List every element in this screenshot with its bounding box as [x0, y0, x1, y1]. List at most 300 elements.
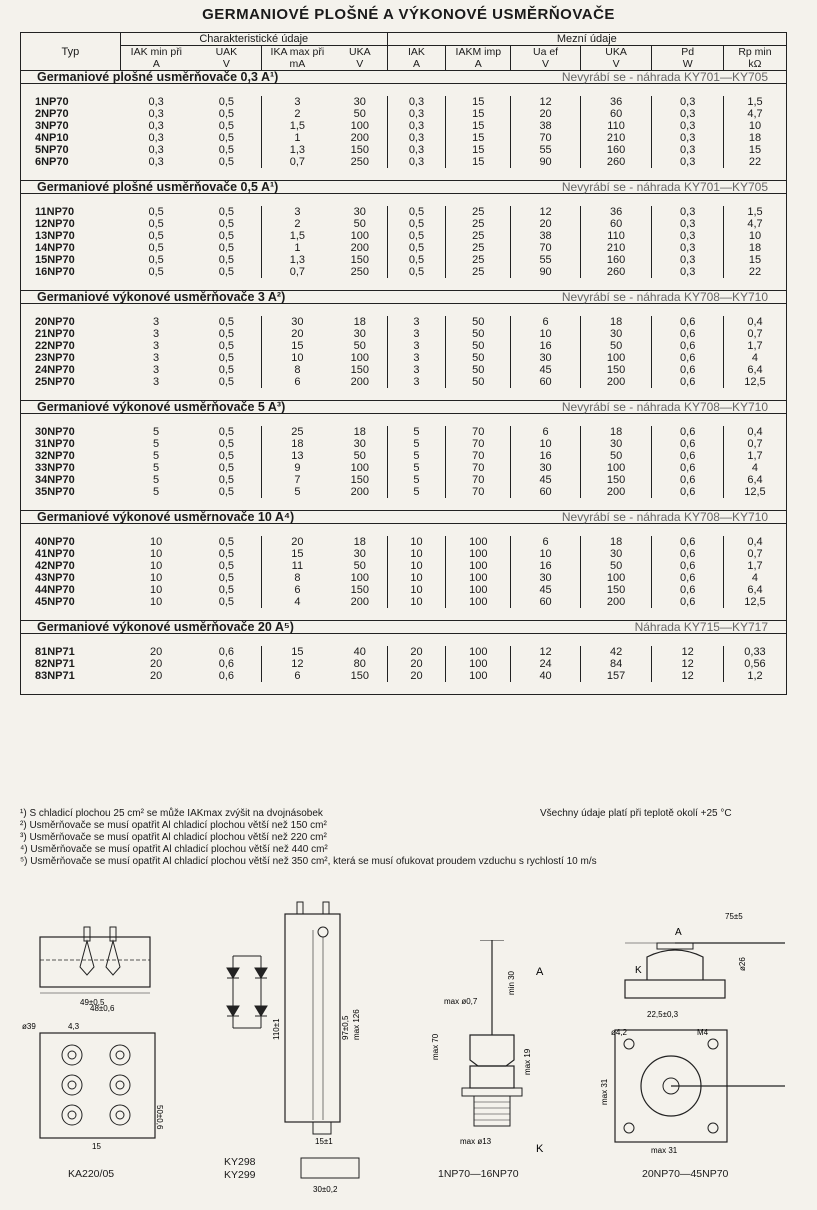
value-cell: 150	[333, 254, 387, 266]
value-cell: 18	[580, 536, 652, 548]
value-cell: 0,5	[148, 254, 164, 266]
value-cell: 5	[387, 450, 446, 462]
value-cell: 100	[446, 536, 511, 548]
footnote: ⁴) Usměrňovače se musí opatřit Al chladicí plochou větší než 440 cm²	[20, 844, 328, 855]
value-cell: 210	[580, 132, 652, 144]
table-row	[21, 376, 787, 388]
temperature-note: Všechny údaje platí při teplotě okolí +25 °C	[540, 808, 732, 819]
value-cell: 0,5	[192, 536, 261, 548]
value-cell: 0,3	[652, 132, 724, 144]
table-row	[21, 670, 787, 682]
value-cell: 0,6	[652, 572, 724, 584]
value-cell: 2	[294, 218, 301, 230]
section-title: Germaniové výkonové usměrňovače 20 A⁵)	[21, 621, 446, 634]
value-cell: 150	[333, 584, 387, 596]
column-header: IAK min při	[130, 46, 183, 58]
f1-dim-height: 50±0,6	[155, 1105, 164, 1130]
footnote: ³) Usměrňovače se musí opatřit Al chladicí plochou větší než 220 cm²	[20, 832, 327, 843]
value-cell: 0,5	[192, 486, 261, 498]
value-cell: 200	[333, 376, 387, 388]
value-cell: 4	[751, 462, 759, 474]
value-cell: 0,3	[148, 96, 164, 108]
table-row	[21, 560, 787, 572]
value-cell: 10	[149, 596, 163, 608]
type-cell: 2NP70	[35, 108, 69, 120]
unit-header: A	[446, 58, 511, 71]
table-row	[21, 426, 787, 438]
value-cell: 3	[153, 340, 160, 352]
value-cell: 18	[580, 426, 652, 438]
value-cell: 50	[446, 352, 511, 364]
value-cell: 100	[333, 120, 387, 132]
value-cell: 20	[511, 108, 580, 120]
value-cell: 16	[511, 560, 580, 572]
f2-dim-body: 110±1	[272, 1018, 281, 1040]
value-cell: 1,7	[747, 340, 763, 352]
value-cell: 6,4	[747, 584, 763, 596]
value-cell: 6,4	[747, 474, 763, 486]
value-cell: 15	[446, 156, 511, 168]
value-cell: 0,7	[747, 438, 763, 450]
value-cell: 110	[580, 230, 652, 242]
section-note: Nevyrábí se - náhrada KY708—KY710	[446, 401, 787, 414]
value-cell: 0,3	[652, 108, 724, 120]
type-cell: 83NP71	[35, 670, 75, 682]
table-row	[21, 316, 787, 328]
type-cell: 25NP70	[35, 376, 75, 388]
header-typ: Typ	[21, 33, 121, 71]
value-cell: 100	[446, 658, 511, 670]
value-cell: 100	[333, 572, 387, 584]
value-cell: 20	[387, 658, 446, 670]
value-cell: 0,5	[192, 438, 261, 450]
value-cell: 25	[446, 242, 511, 254]
value-cell: 4,7	[747, 218, 763, 230]
value-cell: 5	[387, 462, 446, 474]
section-note: Nevyrábí se - náhrada KY708—KY710	[446, 511, 787, 524]
value-cell: 0,3	[148, 132, 164, 144]
section-gap	[21, 634, 787, 647]
value-cell: 0,3	[387, 132, 446, 144]
table-header-column-row	[21, 46, 787, 59]
f3-caption: 1NP70—16NP70	[438, 1168, 519, 1180]
value-cell: 16	[511, 450, 580, 462]
value-cell: 0,3	[652, 266, 724, 278]
value-cell: 0,5	[192, 218, 261, 230]
column-header: IKA max při	[270, 46, 325, 58]
value-cell: 5	[153, 474, 160, 486]
f2-caption-b: KY299	[224, 1169, 256, 1181]
f4-dim-dia: ø26	[738, 957, 747, 971]
value-cell: 10	[149, 572, 163, 584]
type-cell: 13NP70	[35, 230, 75, 242]
value-cell: 0,6	[652, 316, 724, 328]
value-cell: 150	[580, 364, 652, 376]
figure-ky298	[215, 890, 365, 1200]
value-cell: 100	[446, 670, 511, 682]
section-note: Náhrada KY715—KY717	[446, 621, 787, 634]
f4-dim-width: max 31	[651, 1146, 678, 1155]
value-cell: 10	[149, 560, 163, 572]
value-cell: 12,5	[744, 596, 766, 608]
table-row	[21, 486, 787, 498]
value-cell: 1,5	[289, 230, 306, 242]
value-cell: 90	[511, 156, 580, 168]
value-cell: 0,3	[148, 120, 164, 132]
header-limits: Mezní údaje	[387, 33, 786, 46]
section-title: Germaniové plošné usměrňovače 0,5 A¹)	[21, 181, 446, 194]
value-cell: 60	[580, 108, 652, 120]
value-cell: 100	[580, 462, 652, 474]
value-cell: 10	[511, 438, 580, 450]
value-cell: 0,6	[652, 426, 724, 438]
value-cell: 0,6	[652, 352, 724, 364]
value-cell: 10	[387, 596, 446, 608]
type-cell: 23NP70	[35, 352, 75, 364]
f1-dim-bottom: 15	[92, 1142, 101, 1151]
value-cell: 0,5	[192, 266, 261, 278]
value-cell: 0,6	[652, 462, 724, 474]
value-cell: 25	[446, 230, 511, 242]
value-cell: 0,33	[744, 646, 766, 658]
table-row	[21, 548, 787, 560]
value-cell: 30	[580, 438, 652, 450]
value-cell: 200	[580, 486, 652, 498]
column-header: IAKM imp	[446, 46, 511, 59]
value-cell: 10	[748, 120, 762, 132]
value-cell: 55	[511, 254, 580, 266]
value-cell: 60	[511, 486, 580, 498]
value-cell: 1,3	[289, 254, 306, 266]
value-cell: 150	[333, 144, 387, 156]
table-row	[21, 658, 787, 670]
value-cell: 3	[153, 328, 160, 340]
value-cell: 100	[333, 462, 387, 474]
value-cell: 0,6	[652, 450, 724, 462]
value-cell: 18	[748, 132, 762, 144]
table-row	[21, 364, 787, 376]
f1-dim-small: 4,3	[68, 1022, 80, 1031]
value-cell: 0,7	[747, 328, 763, 340]
value-cell: 12	[511, 646, 580, 658]
type-cell: 81NP71	[35, 646, 75, 658]
value-cell: 0,5	[192, 474, 261, 486]
value-cell: 24	[511, 658, 580, 670]
value-cell: 200	[580, 596, 652, 608]
value-cell: 5	[387, 438, 446, 450]
table-row	[21, 254, 787, 266]
unit-header: V	[192, 58, 261, 71]
value-cell: 4	[751, 572, 759, 584]
table-row	[21, 156, 787, 168]
value-cell: 3	[387, 376, 446, 388]
footnote: ¹) S chladicí plochou 25 cm² se může IAKmax zvýšit na dvojnásobek	[20, 808, 323, 819]
value-cell: 30	[580, 328, 652, 340]
value-cell: 0,5	[192, 560, 261, 572]
value-cell: 9	[294, 462, 301, 474]
value-cell: 10	[748, 230, 762, 242]
f3-dim-body: max 19	[523, 1048, 532, 1075]
value-cell: 70	[446, 438, 511, 450]
value-cell: 0,5	[148, 218, 164, 230]
value-cell: 42	[580, 646, 652, 658]
value-cell: 0,3	[652, 206, 724, 218]
value-cell: 70	[446, 486, 511, 498]
column-header: UKA	[333, 46, 387, 59]
value-cell: 70	[446, 450, 511, 462]
value-cell: 0,6	[652, 584, 724, 596]
value-cell: 12	[511, 206, 580, 218]
value-cell: 15	[291, 548, 304, 560]
table-row	[21, 572, 787, 584]
section-note: Nevyrábí se - náhrada KY708—KY710	[446, 291, 787, 304]
section-gap	[21, 682, 787, 695]
table-body	[21, 33, 787, 695]
unit-header: V	[333, 58, 387, 71]
value-cell: 0,4	[747, 536, 763, 548]
value-cell: 12,5	[744, 376, 766, 388]
table-row	[21, 450, 787, 462]
f4-dim-hole: ø4,2	[611, 1028, 628, 1037]
f4-anode: A	[675, 927, 682, 938]
f3-anode: A	[536, 966, 544, 978]
f4-dim-height: max 31	[600, 1078, 609, 1105]
value-cell: 0,6	[652, 486, 724, 498]
value-cell: 40	[511, 670, 580, 682]
value-cell: 50	[446, 340, 511, 352]
value-cell: 2	[294, 108, 301, 120]
value-cell: 5	[387, 486, 446, 498]
table-row	[21, 108, 787, 120]
value-cell: 70	[511, 132, 580, 144]
value-cell: 1	[294, 132, 301, 144]
value-cell: 0,5	[387, 254, 446, 266]
value-cell: 0,3	[387, 156, 446, 168]
value-cell: 150	[333, 670, 387, 682]
value-cell: 0,5	[192, 572, 261, 584]
value-cell: 10	[149, 536, 163, 548]
f4-caption: 20NP70—45NP70	[642, 1168, 729, 1180]
table-row	[21, 462, 787, 474]
value-cell: 0,5	[192, 548, 261, 560]
value-cell: 22	[748, 156, 762, 168]
value-cell: 50	[333, 218, 387, 230]
value-cell: 1,5	[747, 96, 763, 108]
type-cell: 82NP71	[35, 658, 75, 670]
table-row	[21, 352, 787, 364]
value-cell: 5	[387, 474, 446, 486]
value-cell: 12	[652, 646, 724, 658]
value-cell: 0,5	[192, 596, 261, 608]
section-header	[21, 511, 787, 524]
header-characteristics: Charakteristické údaje	[120, 33, 387, 46]
value-cell: 0,6	[652, 328, 724, 340]
section-gap	[21, 194, 787, 207]
unit-header: mA	[289, 58, 306, 70]
value-cell: 50	[333, 340, 387, 352]
value-cell: 100	[580, 572, 652, 584]
value-cell: 1,5	[747, 206, 763, 218]
value-cell: 0,5	[192, 242, 261, 254]
value-cell: 0,3	[652, 230, 724, 242]
value-cell: 250	[333, 156, 387, 168]
column-header: Pd	[652, 46, 724, 59]
value-cell: 100	[333, 352, 387, 364]
value-cell: 15	[446, 96, 511, 108]
value-cell: 12,5	[744, 486, 766, 498]
section-header	[21, 291, 787, 304]
table-row	[21, 120, 787, 132]
value-cell: 0,4	[747, 426, 763, 438]
value-cell: 3	[153, 364, 160, 376]
value-cell: 30	[333, 548, 387, 560]
value-cell: 0,5	[192, 364, 261, 376]
value-cell: 0,7	[747, 548, 763, 560]
value-cell: 15	[748, 144, 762, 156]
value-cell: 150	[580, 474, 652, 486]
unit-header: V	[511, 58, 580, 71]
f3-cathode: K	[536, 1143, 544, 1155]
value-cell: 55	[511, 144, 580, 156]
section-gap	[21, 388, 787, 401]
f1-caption: KA220/05	[68, 1168, 115, 1180]
type-cell: 41NP70	[35, 548, 75, 560]
value-cell: 15	[446, 144, 511, 156]
section-gap	[21, 168, 787, 181]
value-cell: 11	[291, 560, 304, 572]
value-cell: 0,3	[652, 144, 724, 156]
f3-dim-wire: max ø0,7	[444, 997, 478, 1006]
footnotes	[20, 808, 597, 868]
value-cell: 100	[446, 584, 511, 596]
value-cell: 0,3	[148, 108, 164, 120]
footnote: ²) Usměrňovače se musí opatřit Al chladicí plochou větší než 150 cm²	[20, 820, 327, 831]
value-cell: 0,5	[192, 132, 261, 144]
value-cell: 20	[149, 658, 163, 670]
f2-caption-a: KY298	[224, 1156, 256, 1168]
unit-header: kΩ	[748, 58, 762, 70]
value-cell: 15	[748, 254, 762, 266]
value-cell: 0,5	[387, 218, 446, 230]
section-gap	[21, 304, 787, 317]
value-cell: 18	[580, 316, 652, 328]
value-cell: 200	[333, 242, 387, 254]
type-cell: 22NP70	[35, 340, 75, 352]
value-cell: 0,3	[652, 218, 724, 230]
value-cell: 12	[652, 658, 724, 670]
value-cell: 80	[333, 658, 387, 670]
value-cell: 5	[153, 438, 160, 450]
value-cell: 3	[387, 328, 446, 340]
value-cell: 160	[580, 144, 652, 156]
value-cell: 8	[294, 572, 301, 584]
value-cell: 160	[580, 254, 652, 266]
type-cell: 24NP70	[35, 364, 75, 376]
value-cell: 50	[580, 450, 652, 462]
column-header: IAK	[387, 46, 446, 59]
value-cell: 20	[291, 536, 304, 548]
value-cell: 3	[387, 316, 446, 328]
type-cell: 1NP70	[35, 96, 69, 108]
value-cell: 0,5	[148, 242, 164, 254]
table-row	[21, 144, 787, 156]
type-cell: 20NP70	[35, 316, 75, 328]
f4-dim-thread: M4	[697, 1028, 709, 1037]
value-cell: 0,5	[192, 426, 261, 438]
value-cell: 1	[294, 242, 301, 254]
table-row	[21, 536, 787, 548]
value-cell: 5	[153, 462, 160, 474]
value-cell: 3	[294, 206, 301, 218]
value-cell: 100	[580, 352, 652, 364]
f4-dim-lead: 75±5	[725, 912, 743, 921]
table-row	[21, 230, 787, 242]
value-cell: 36	[580, 96, 652, 108]
value-cell: 0,6	[652, 536, 724, 548]
figure-20np70	[595, 905, 795, 1155]
section-title: Germaniové výkonové usměrňovače 3 A²)	[21, 291, 446, 304]
value-cell: 100	[446, 596, 511, 608]
value-cell: 0,6	[652, 596, 724, 608]
value-cell: 5	[387, 426, 446, 438]
section-gap	[21, 608, 787, 621]
value-cell: 38	[511, 230, 580, 242]
value-cell: 4	[294, 596, 301, 608]
value-cell: 0,5	[387, 206, 446, 218]
value-cell: 0,5	[192, 376, 261, 388]
value-cell: 260	[580, 156, 652, 168]
value-cell: 3	[153, 376, 160, 388]
table-row	[21, 646, 787, 658]
value-cell: 260	[580, 266, 652, 278]
value-cell: 200	[580, 376, 652, 388]
section-gap	[21, 278, 787, 291]
table-row	[21, 596, 787, 608]
value-cell: 60	[511, 596, 580, 608]
value-cell: 22	[748, 266, 762, 278]
table-row	[21, 584, 787, 596]
page-title: GERMANIOVÉ PLOŠNÉ A VÝKONOVÉ USMĚRŇOVAČE	[202, 6, 615, 23]
value-cell: 15	[291, 340, 304, 352]
value-cell: 50	[580, 560, 652, 572]
value-cell: 0,6	[652, 548, 724, 560]
value-cell: 210	[580, 242, 652, 254]
type-cell: 44NP70	[35, 584, 75, 596]
value-cell: 0,6	[652, 560, 724, 572]
section-title: Germaniové plošné usměrňovače 0,3 A¹)	[21, 71, 446, 84]
value-cell: 25	[446, 254, 511, 266]
value-cell: 0,56	[744, 658, 766, 670]
f1-dim-width: 49±0,5	[80, 998, 105, 1007]
unit-header: W	[652, 58, 724, 71]
f1-dim-hole: ø39	[22, 1022, 36, 1031]
type-cell: 40NP70	[35, 536, 75, 548]
value-cell: 100	[333, 230, 387, 242]
value-cell: 0,5	[192, 462, 261, 474]
value-cell: 30	[333, 96, 387, 108]
value-cell: 157	[580, 670, 652, 682]
value-cell: 30	[580, 548, 652, 560]
value-cell: 3	[153, 352, 160, 364]
value-cell: 0,3	[387, 144, 446, 156]
value-cell: 70	[446, 474, 511, 486]
value-cell: 3	[387, 340, 446, 352]
value-cell: 50	[446, 316, 511, 328]
value-cell: 0,5	[192, 108, 261, 120]
value-cell: 10	[511, 328, 580, 340]
table-row	[21, 218, 787, 230]
value-cell: 50	[446, 364, 511, 376]
